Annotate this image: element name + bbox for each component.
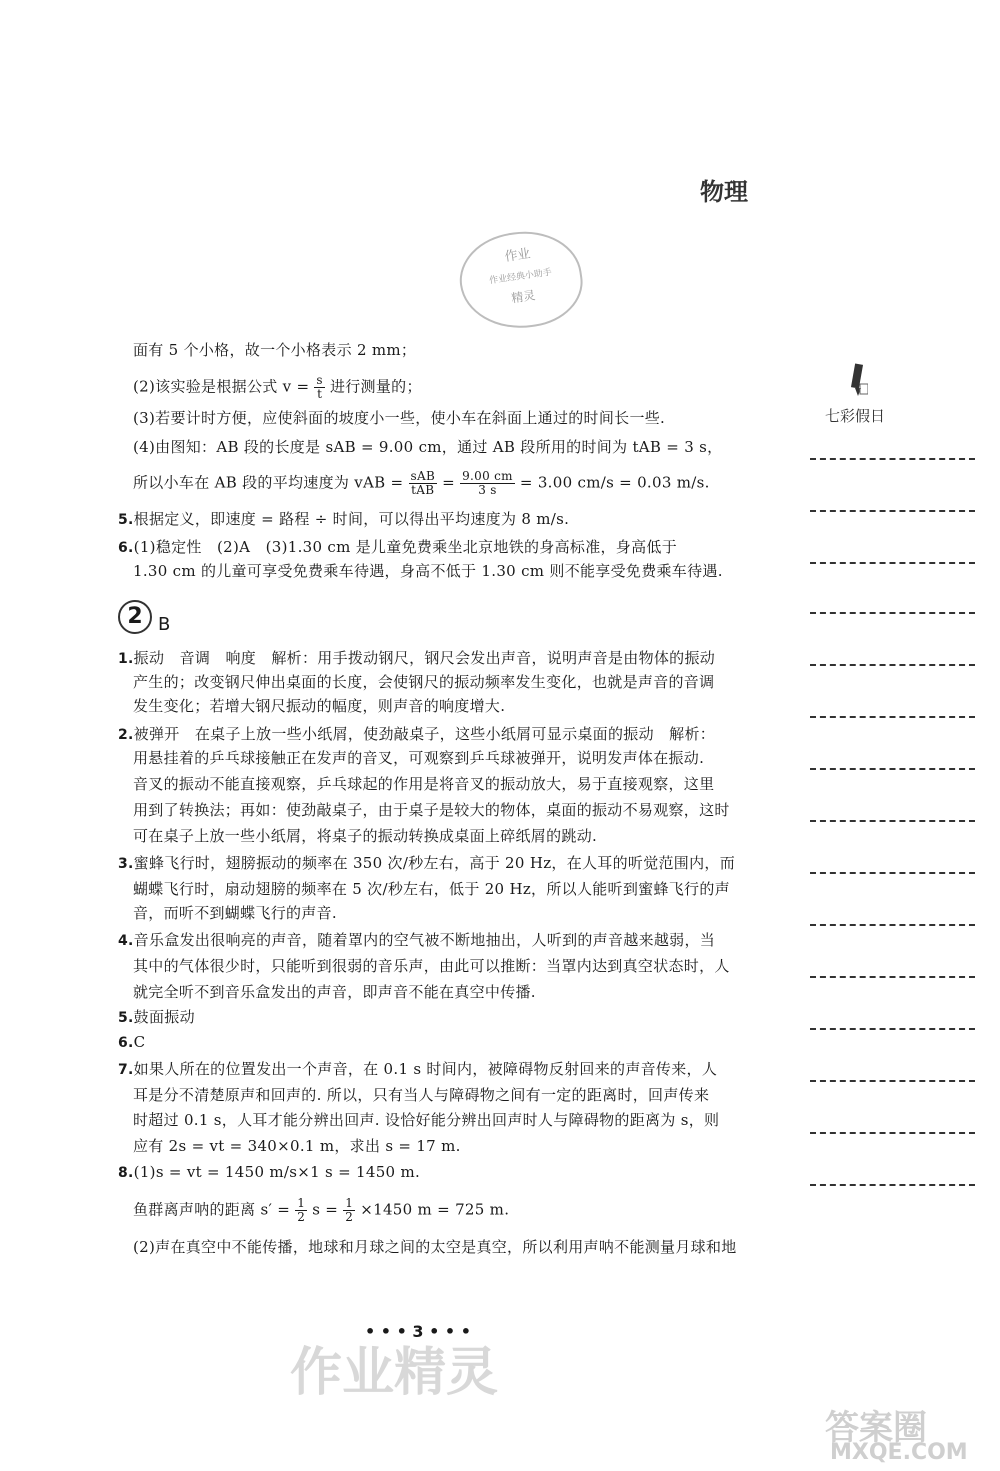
answer-line: 耳是分不清楚原声和回声的. 所以，只有当人与障碍物之间有一定的距离时，回声传来 [133, 1086, 710, 1104]
answer-line: (4)由图知：AB 段的长度是 sAB = 9.00 cm，通过 AB 段所用的时间为 tAB = 3 s， [133, 438, 723, 456]
note-line [810, 1080, 975, 1082]
stamp-bottom-text: 精灵 [510, 288, 537, 306]
stamp-top-text: 作业 [503, 246, 532, 265]
answer-line: 音，而听不到蝴蝶飞行的声音. [133, 904, 337, 922]
item-number: 5. [118, 512, 134, 528]
fraction [314, 374, 324, 401]
item-number: 3. [118, 856, 134, 872]
watermark-url: MXQE.COM [830, 1440, 968, 1465]
answer-item [118, 537, 677, 558]
answer-line: 时超过 0.1 s，人耳才能分辨出回声. 设恰好能分辨出回声时人与障碍物的距离为 s，则 [133, 1111, 720, 1129]
item-number: 1. [118, 651, 134, 667]
item-number: 5. [118, 1010, 134, 1026]
formula-suffix: 进行测量的； [329, 377, 422, 396]
formula-middle: s = [312, 1200, 339, 1219]
answer-line: 可在桌子上放一些小纸屑，将桌子的振动转换成桌面上碎纸屑的跳动. [133, 827, 598, 845]
fraction-denominator: tAB [411, 483, 435, 497]
fraction [409, 470, 438, 497]
note-line [810, 510, 975, 512]
formula-prefix: 鱼群离声呐的距离 s′ = [133, 1200, 291, 1219]
answer-item [118, 1059, 717, 1080]
answer-line: 1.30 cm 的儿童可享受免费乘车待遇，身高不低于 1.30 cm 则不能享受免费乘车待遇. [133, 562, 723, 580]
item-text: (1)s = vt = 1450 m/s×1 s = 1450 m. [133, 1163, 421, 1181]
item-number: 6. [118, 540, 134, 556]
fraction-numerator: s [316, 373, 323, 387]
item-text: 振动 音调 响度 解析：用手拨动钢尺，钢尺会发出声音，说明声音是由物体的振动 [133, 649, 716, 667]
item-number: 6. [118, 1035, 134, 1051]
section-letter: B [158, 614, 171, 635]
stamp-logo [454, 224, 588, 336]
fraction [343, 1197, 355, 1224]
note-line [810, 716, 975, 718]
note-line [810, 924, 975, 926]
item-text: 被弹开 在桌子上放一些小纸屑，使劲敲桌子，这些小纸屑可显示桌面的振动 解析： [133, 725, 716, 743]
fraction [460, 470, 515, 497]
answer-line [133, 470, 710, 497]
answer-line: 面有 5 个小格，故一个小格表示 2 mm； [133, 341, 417, 359]
item-text: 鼓面振动 [133, 1008, 195, 1026]
note-line [810, 562, 975, 564]
answer-item [118, 724, 715, 745]
formula-suffix: = 3.00 cm/s = 0.03 m/s. [519, 473, 710, 492]
item-text: (1)稳定性 (2)A (3)1.30 cm 是儿童免费乘坐北京地铁的身高标准，身高低于 [133, 538, 678, 556]
section-number-badge: 2 [118, 600, 152, 634]
fraction [295, 1197, 307, 1224]
formula-suffix: ×1450 m = 725 m. [360, 1200, 510, 1219]
fraction-numerator: sAB [410, 469, 436, 483]
item-text: 音乐盒发出很响亮的声音，随着罩内的空气被不断地抽出，人听到的声音越来越弱，当 [133, 931, 716, 949]
answer-line: 用到了转换法；再如：使劲敲桌子，由于桌子是较大的物体，桌面的振动不易观察，这时 [133, 801, 730, 819]
answer-line: 用悬挂着的乒乓球接触正在发声的音叉，可观察到乒乓球被弹开，说明发声体在振动. [133, 749, 705, 767]
item-number: 8. [118, 1165, 134, 1181]
answer-line [133, 374, 422, 401]
answer-item [118, 1007, 195, 1028]
watermark-left: 作业精灵 [290, 1343, 499, 1403]
answer-item [118, 930, 715, 951]
page-number: • • • 3 • • • [365, 1322, 471, 1341]
answer-line: 产生的；改变钢尺伸出桌面的长度，会使钢尺的振动频率发生变化，也就是声音的音调 [133, 673, 715, 691]
item-number: 2. [118, 727, 134, 743]
answer-line: (2)声在真空中不能传播，地球和月球之间的太空是真空，所以利用声呐不能测量月球和地 [133, 1238, 737, 1256]
sidebar-label: 七彩假日 [825, 407, 886, 425]
answer-line: 就完全听不到音乐盒发出的声音，即声音不能在真空中传播. [133, 983, 536, 1001]
formula-prefix: (2)该实验是根据公式 v = [133, 377, 310, 396]
fraction-numerator: 1 [297, 1196, 306, 1210]
answer-line: (3)若要计时方便，应使斜面的坡度小一些，使小车在斜面上通过的时间长一些. [133, 409, 666, 427]
answer-item [118, 1032, 145, 1053]
fraction-numerator: 1 [345, 1196, 354, 1210]
note-line [810, 612, 975, 614]
answer-line: 发生变化；若增大钢尺振动的幅度，则声音的响度增大. [133, 697, 506, 715]
note-line [810, 458, 975, 460]
stamp-middle-text: 作业经典小助手 [488, 267, 553, 287]
answer-item [118, 853, 735, 874]
item-text: 蜜蜂飞行时，翅膀振动的频率在 350 次/秒左右，高于 20 Hz，在人耳的听觉范围内，而 [133, 854, 736, 872]
item-number: 4. [118, 933, 134, 949]
answer-line [133, 1197, 509, 1224]
answer-line: 蝴蝶飞行时，扇动翅膀的频率在 5 次/秒左右，低于 20 Hz，所以人能听到蜜蜂飞行的声 [133, 880, 730, 898]
item-text: 如果人所在的位置发出一个声音，在 0.1 s 时间内，被障碍物反射回来的声音传来，人 [133, 1060, 718, 1078]
pencil-icon [846, 362, 868, 398]
answer-line: 其中的气体很少时，只能听到很弱的音乐声，由此可以推断：当罩内达到真空状态时，人 [133, 957, 730, 975]
note-line [810, 976, 975, 978]
watermark-right: 答案圈 [825, 1408, 927, 1448]
fraction-denominator: t [317, 387, 323, 401]
note-line [810, 1184, 975, 1186]
answer-item [118, 509, 569, 530]
note-line [810, 664, 975, 666]
answer-line: 应有 2s = vt = 340×0.1 m，求出 s = 17 m. [133, 1137, 461, 1155]
item-text: C [133, 1033, 146, 1051]
fraction-denominator: 2 [297, 1210, 306, 1224]
formula-prefix: 所以小车在 AB 段的平均速度为 vAB = [133, 473, 404, 492]
note-line [810, 872, 975, 874]
fraction-numerator: 9.00 cm [462, 469, 513, 483]
item-text: 根据定义，即速度 = 路程 ÷ 时间，可以得出平均速度为 8 m/s. [133, 510, 570, 528]
fraction-denominator: 3 s [478, 483, 497, 497]
answer-item [118, 1162, 420, 1183]
answer-line: 音叉的振动不能直接观察，乒乓球起的作用是将音叉的振动放大，易于直接观察，这里 [133, 775, 715, 793]
item-number: 7. [118, 1062, 134, 1078]
fraction-denominator: 2 [345, 1210, 354, 1224]
note-line [810, 1028, 975, 1030]
note-line [810, 820, 975, 822]
note-line [810, 768, 975, 770]
answer-item [118, 648, 715, 669]
equals-sign: = [442, 473, 456, 492]
subject-title: 物理 [700, 178, 748, 206]
note-line [810, 1132, 975, 1134]
